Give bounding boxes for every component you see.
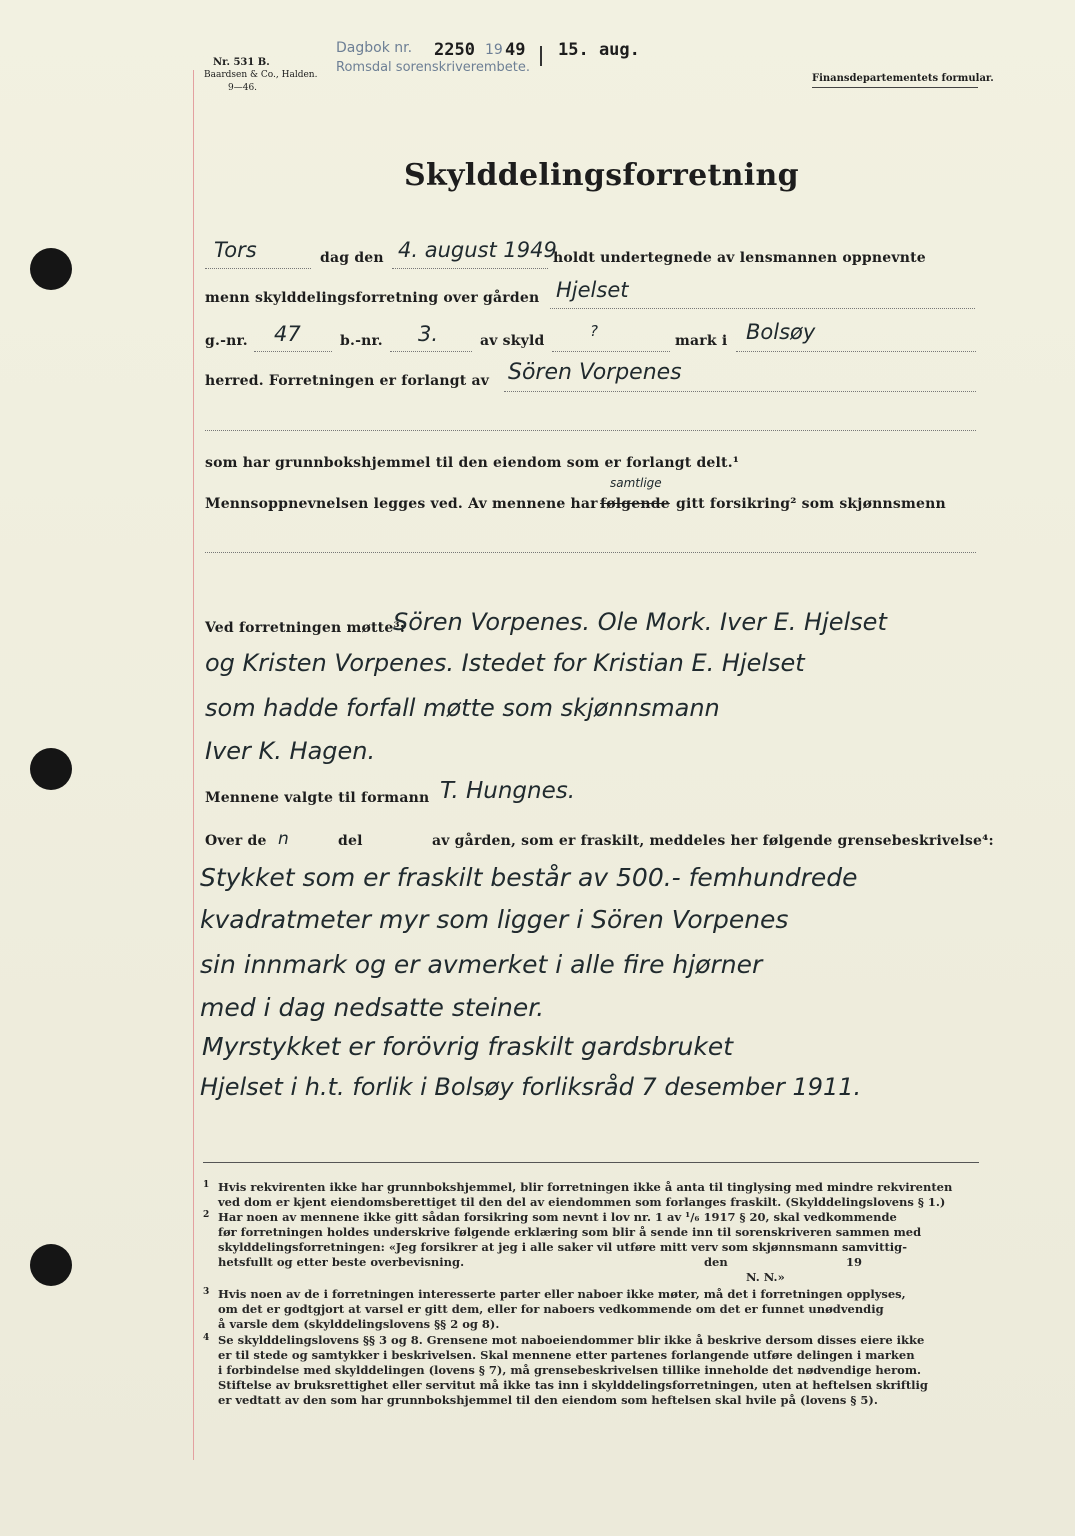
footnote-4-number: 4 [203,1333,210,1343]
footnote-3-number: 3 [203,1287,210,1297]
description-line-3: sin innmark og er avmerket i alle fire hjørner [200,950,763,979]
journal-office: Romsdal sorenskriverembete. [336,60,530,75]
journal-year-prefix: 19 [485,42,503,58]
municipality-handwritten: Bolsøy [746,320,816,344]
binder-hole-top [30,248,72,290]
footnote-1-line-2: ved dom er kjent eiendomsberettiget til den del av eiendommen som forlanges fraskilt. (Skylddelingslovens § 1.) [218,1195,946,1209]
bnr-line [390,351,472,352]
municipality-line [736,351,976,352]
journal-year: 49 [505,40,526,60]
attendees-line-2: og Kristen Vorpenes. Istedet for Kristian E. Hjelset [205,649,805,677]
footnote-1-number: 1 [203,1180,210,1190]
day-handwritten: Tors [214,238,257,262]
footnote-3-line-2: om det er godtgjort at varsel er gitt dem, eller for naboers vedkommende om det er funnet unødvendig [218,1302,884,1316]
bnr-handwritten: 3. [418,322,439,346]
text-ved-forretningen: Ved forretningen møtte³: [205,620,406,636]
empty-line-1 [205,430,976,431]
footnote-2-line-2: før forretningen holdes underskrive følgende erklæring som blir å sende inn til sorenskriveren sammen med [218,1225,922,1239]
empty-line-2 [205,552,976,553]
text-gnr: g.-nr. [205,333,248,349]
ministry-form-label: Finansdepartementets formular. [812,73,994,84]
date-line [392,268,548,269]
ministry-underline [812,87,978,88]
printer-name: Baardsen & Co., Halden. [204,70,318,80]
text-grunnbok: som har grunnbokshjemmel til den eiendom som er forlangt delt.¹ [205,455,740,471]
attendees-line-3: som hadde forfall møtte som skjønnsmann [205,694,720,722]
over-de-handwritten: n [278,829,289,849]
footnote-2-den: den [704,1255,728,1269]
footnote-4-line-5: er vedtatt av den som har grunnbokshjemmel til den eiendom som heftelsen skal hvile på (lovens § 5). [218,1393,878,1407]
text-gitt: gitt forsikring² som skjønnsmenn [676,496,946,512]
text-herred: herred. Forretningen er forlangt av [205,373,490,389]
gnr-line [254,351,332,352]
page-title: Skylddelingsforretning [404,158,799,193]
journal-separator [540,46,542,66]
requester-line [504,391,976,392]
text-holdt: holdt undertegnede av lensmannen oppnevnte [553,250,926,266]
red-margin-line [193,70,194,1460]
footnote-4-line-2: er til stede og samtykker i beskrivelsen. Skal mennene etter partenes forlangende utføre delingen i marken [218,1348,915,1362]
attendees-line-4: Iver K. Hagen. [205,737,376,765]
text-dag-den: dag den [320,250,384,266]
footnote-1-line-1: Hvis rekvirenten ikke har grunnbokshjemmel, blir forretningen ikke å anta til tinglysing med mindre rekvirenten [218,1180,953,1194]
footnote-4-line-1: Se skylddelingslovens §§ 3 og 8. Grensene mot naboeiendommer blir ikke å beskrive dersom disses eiere ikke [218,1333,925,1347]
skyld-line [552,351,670,352]
print-date: 9—46. [228,83,258,93]
journal-stamp-label: Dagbok nr. [336,40,413,56]
description-line-5: Myrstykket er forövrig fraskilt gardsbruket [202,1032,734,1061]
journal-number: 2250 [434,40,475,60]
text-mennsopp: Mennsoppnevnelsen legges ved. Av mennene har [205,496,598,512]
requester-handwritten: Sören Vorpenes [508,360,682,385]
farm-handwritten: Hjelset [556,278,629,302]
farm-line [550,308,975,309]
skyld-handwritten: ? [590,322,598,340]
description-line-1: Stykket som er fraskilt består av 500.- femhundrede [200,863,858,892]
date-handwritten: 4. august 1949 [398,238,557,262]
footnote-2-line-4: hetsfullt og etter beste overbevisning. [218,1255,465,1269]
footnote-2-signature: N. N.» [746,1270,785,1284]
text-av-garden: av gården, som er fraskilt, meddeles her følgende grensebeskrivelse⁴: [432,833,994,849]
text-av-skyld: av skyld [480,333,545,349]
journal-date: 15. aug. [558,40,640,60]
text-formann: Mennene valgte til formann [205,790,430,806]
struck-word: følgende [600,496,670,512]
footnote-4-line-3: i forbindelse med skylddelingen (lovens § 7), må grensebeskrivelsen tillike inneholde det nødvendige herom. [218,1363,922,1377]
description-line-4: med i dag nedsatte steiner. [200,993,545,1022]
footnote-separator [203,1162,979,1163]
binder-hole-middle [30,748,72,790]
inserted-word-handwritten: samtlige [610,476,662,490]
attendees-line-1: Sören Vorpenes. Ole Mork. Iver E. Hjelset [393,608,887,636]
text-bnr: b.-nr. [340,333,383,349]
text-over-de: Over de [205,833,267,849]
text-del: del [338,833,363,849]
description-line-2: kvadratmeter myr som ligger i Sören Vorpenes [200,905,789,934]
description-line-6: Hjelset i h.t. forlik i Bolsøy forliksråd 7 desember 1911. [200,1073,862,1101]
text-menn: menn skylddelingsforretning over gården [205,290,540,306]
footnote-3-line-1: Hvis noen av de i forretningen interesserte parter eller naboer ikke møter, må det i forretningen opplyses, [218,1287,906,1301]
footnote-3-line-3: å varsle dem (skylddelingslovens §§ 2 og 8). [218,1317,500,1331]
footnote-2-line-3: skylddelingsforretningen: «Jeg forsikrer at jeg i alle saker vil utføre mitt verv som skjønnsmann samvittig- [218,1240,907,1254]
gnr-handwritten: 47 [274,322,301,346]
text-mark-i: mark i [675,333,728,349]
footnote-2-year: 19 [846,1255,863,1269]
form-number: Nr. 531 B. [213,57,270,68]
footnote-4-line-4: Stiftelse av bruksrettighet eller servitut må ikke tas inn i skylddelingsforretningen, uten at heftelsen skriftlig [218,1378,928,1392]
chairman-handwritten: T. Hungnes. [440,778,576,804]
footnote-2-number: 2 [203,1210,210,1220]
binder-hole-bottom [30,1244,72,1286]
day-line [205,268,311,269]
footnote-2-line-1: Har noen av mennene ikke gitt sådan forsikring som nevnt i lov nr. 1 av ¹/₆ 1917 § 20, skal vedkommende [218,1210,897,1224]
